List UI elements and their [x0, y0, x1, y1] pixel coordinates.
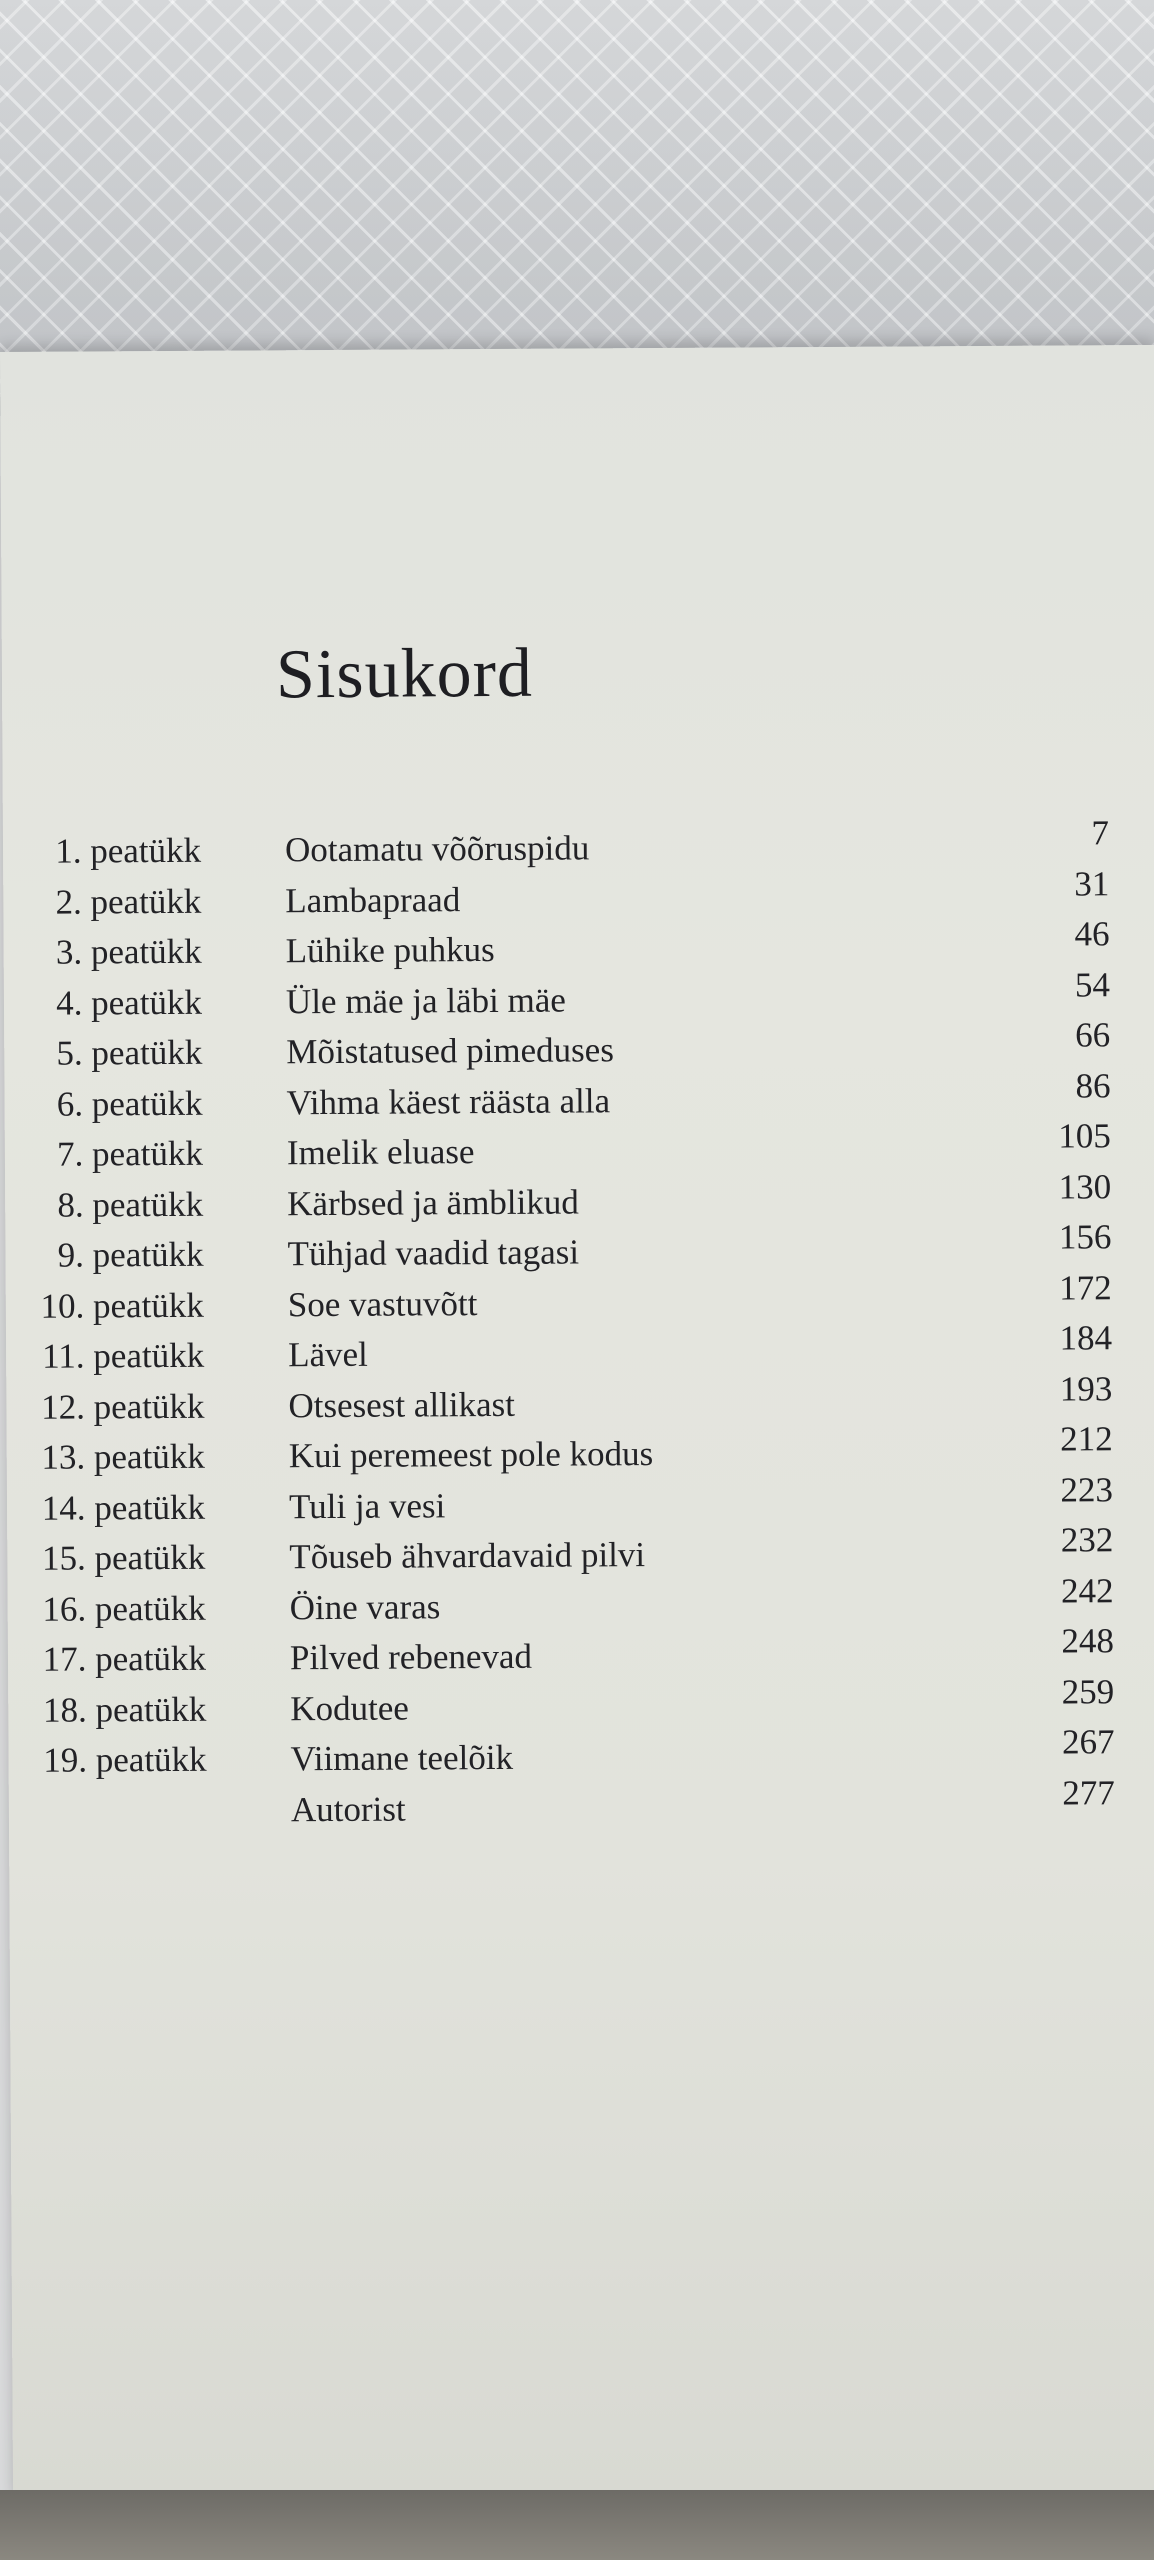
page-number: 242 [1060, 1570, 1114, 1611]
page-number: 172 [1059, 1267, 1112, 1308]
chapter-title: Vihma käest räästa alla [286, 1080, 611, 1122]
chapter-title: Mõistatused pimeduses [286, 1030, 615, 1072]
toc-entry [6, 1318, 1154, 1388]
chapter-number: 15. peatükk [41, 1537, 206, 1578]
chapter-title: Tõuseb ähvardavaid pilvi [289, 1535, 646, 1577]
page-number: 232 [1060, 1520, 1114, 1560]
toc-entry [4, 1015, 1154, 1085]
chapter-title: Kodutee [290, 1688, 409, 1728]
chapter-title: Ootamatu võõruspidu [284, 828, 590, 870]
page-heading: Sisukord [275, 634, 534, 714]
chapter-title: Tuli ja vesi [288, 1485, 446, 1526]
toc-entry [8, 1722, 1154, 1792]
page-number: 212 [1060, 1419, 1113, 1459]
chapter-number: 18. peatükk [42, 1689, 207, 1730]
chapter-number: 1. peatükk [55, 830, 202, 871]
page-number: 156 [1058, 1217, 1112, 1257]
page-number: 259 [1061, 1671, 1115, 1712]
page-number: 223 [1060, 1469, 1114, 1510]
page-number: 184 [1059, 1318, 1113, 1358]
chapter-title: Soe vastuvõtt [287, 1283, 478, 1324]
page-number: 105 [1058, 1116, 1111, 1156]
page-number: 54 [1074, 964, 1111, 1004]
page-number: 86 [1075, 1065, 1111, 1105]
chapter-number: 5. peatükk [56, 1032, 203, 1073]
chapter-title: Otsesest allikast [288, 1384, 516, 1425]
chapter-number: 7. peatükk [56, 1133, 204, 1174]
chapter-title: Öine varas [289, 1586, 441, 1627]
toc-entry [4, 914, 1154, 984]
chapter-title: Imelik eluase [286, 1132, 475, 1173]
chapter-title: Lambapraad [285, 879, 461, 920]
chapter-number: 6. peatükk [56, 1083, 203, 1124]
chapter-number: 9. peatükk [57, 1234, 204, 1275]
chapter-title: Kui peremeest pole kodus [288, 1434, 654, 1476]
chapter-title: Viimane teelõik [290, 1737, 514, 1779]
toc-entry [8, 1621, 1154, 1691]
chapter-number: 13. peatükk [41, 1436, 205, 1477]
chapter-title: Pilved rebenevad [289, 1636, 533, 1678]
toc-entry [7, 1419, 1154, 1489]
toc-entry [3, 863, 1154, 933]
chapter-number: 11. peatükk [42, 1335, 205, 1376]
page-number: 248 [1061, 1621, 1115, 1661]
toc-entry [9, 1772, 1154, 1842]
chapter-title: Autorist [290, 1789, 406, 1829]
table-of-contents [3, 813, 1154, 1842]
chapter-number: 2. peatükk [55, 881, 202, 922]
toc-entry [6, 1368, 1154, 1438]
toc-entry [4, 1065, 1154, 1135]
book-page [0, 345, 1154, 2502]
chapter-number: 16. peatükk [42, 1588, 206, 1629]
chapter-number: 12. peatükk [41, 1386, 205, 1427]
chapter-title: Üle mäe ja läbi mäe [285, 980, 566, 1021]
toc-entry [5, 1217, 1154, 1287]
toc-entry [4, 964, 1154, 1034]
toc-entry [8, 1671, 1154, 1741]
chapter-title: Kärbsed ja ämblikud [287, 1181, 579, 1223]
chapter-number [27, 1790, 207, 1791]
toc-entry [7, 1469, 1154, 1539]
page-number: 46 [1074, 914, 1110, 954]
toc-entry [3, 813, 1154, 883]
chapter-title: Lühike puhkus [285, 929, 495, 971]
chapter-title: Lävel [288, 1334, 368, 1375]
page-number: 31 [1074, 863, 1110, 903]
chapter-number: 8. peatükk [57, 1184, 204, 1225]
page-bottom-edge [0, 2490, 1154, 2560]
toc-entry [7, 1520, 1154, 1590]
page-number: 193 [1059, 1368, 1113, 1409]
chapter-title: Tühjad vaadid tagasi [287, 1232, 580, 1274]
page-number: 7 [1091, 813, 1110, 853]
page-number: 66 [1075, 1015, 1111, 1055]
toc-entry [6, 1267, 1154, 1337]
page-number: 130 [1058, 1166, 1112, 1207]
chapter-number: 17. peatükk [42, 1638, 207, 1679]
toc-entry [5, 1166, 1154, 1236]
page-number: 277 [1062, 1772, 1115, 1813]
chapter-number: 14. peatükk [41, 1487, 206, 1528]
toc-entry [8, 1570, 1154, 1640]
chapter-number: 3. peatükk [55, 931, 202, 972]
toc-entry [5, 1116, 1154, 1186]
chapter-number: 10. peatükk [40, 1285, 204, 1326]
page-number: 267 [1061, 1722, 1115, 1762]
chapter-number: 4. peatükk [56, 982, 203, 1023]
chapter-number: 19. peatükk [43, 1739, 207, 1780]
